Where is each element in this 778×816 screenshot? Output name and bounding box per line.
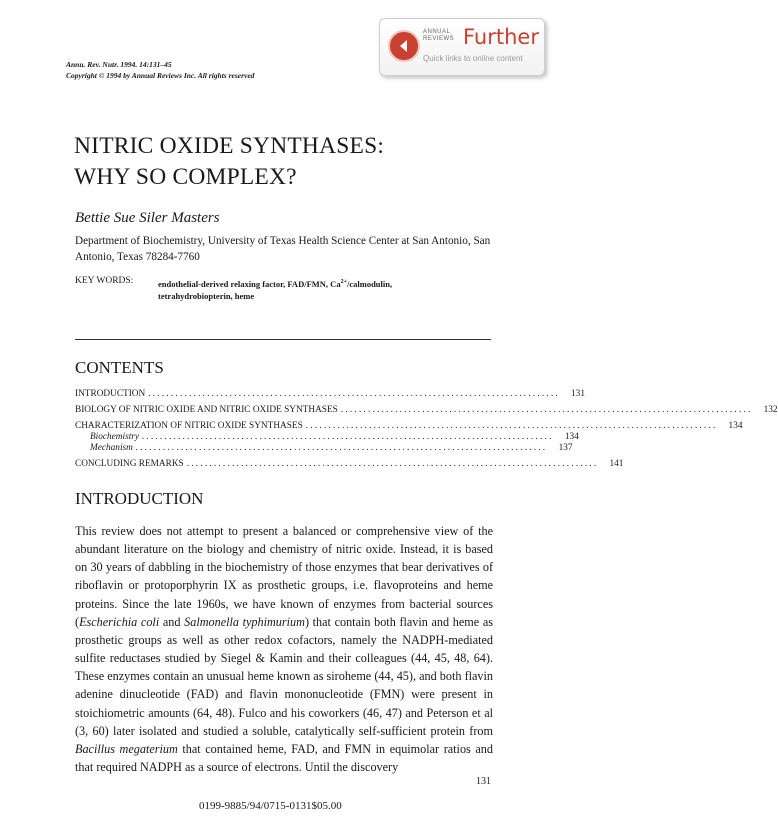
annual-reviews-further-banner[interactable]: [379, 18, 545, 76]
banner-tagline: Quick links to online content: [423, 54, 523, 63]
keywords-label: KEY WORDS:: [75, 276, 134, 286]
toc-subentry[interactable]: Mechanism ........................................................................................... 137: [90, 443, 573, 453]
contents-heading: CONTENTS: [75, 358, 164, 377]
toc-entry[interactable]: INTRODUCTION ........................................................................................... 131: [75, 389, 585, 399]
introduction-body: This review does not attempt to present a balanced or comprehensive view of the abundant literature on the biology and chemistry of nitric oxide. Instead, it is based on 30 years of dabbling in the biochemistry of those enzymes that bear derivatives of riboflavin or protoporphyrin IX as prosthetic groups, i.e. flavoproteins and heme proteins. Since the late 1960s, we have known of enzymes from bacterial sources (Escherichia coli and Salmonella typhimurium) that contain both flavin and heme as prosthetic groups as well as other redox cofactors, namely the NADPH-mediated sulfite reductases studied by Siegel & Kamin and their colleagues (44, 45, 48, 64). These enzymes contain an unusual heme known as siroheme (44, 45), and both flavin adenine dinucleotide (FAD) and flavin mononucleotide (FMN) were present in stoichiometric amounts (64, 48). Fulco and his coworkers (46, 47) and Peterson et al (3, 60) later isolated and studied a soluble, catalytically self-sufficient protein from Bacillus megaterium that contained heme, FAD, and FMN in equimolar ratios and that required NADPH as a source of electrons. Until the discovery: [75, 524, 493, 775]
keywords-text: endothelial-derived relaxing factor, FAD/FMN, $Ca^{2+}$/calmodulin, tetrahydrobiopterin, heme: [158, 278, 393, 301]
author-name: Bettie Sue Siler Masters: [75, 210, 220, 226]
toc-entry[interactable]: CONCLUDING REMARKS ........................................................................................... 141: [75, 459, 624, 469]
author-affiliation: Department of Biochemistry, University of Texas Health Science Center at San Antonio, San Antonio, Texas 78284-7760: [75, 235, 491, 263]
copyright-line: Copyright © 1994 by Annual Reviews Inc. All rights reserved: [66, 71, 255, 80]
journal-citation: [66, 59, 254, 81]
toc-subentry[interactable]: Biochemistry ........................................................................................... 134: [90, 432, 579, 442]
play-icon: [388, 30, 420, 62]
further-label: Further: [463, 25, 539, 49]
toc-entry[interactable]: BIOLOGY OF NITRIC OXIDE AND NITRIC OXIDE SYNTHASES ........................................................................................... 132: [75, 405, 778, 415]
page-number: 131: [476, 776, 491, 787]
toc-entry[interactable]: CHARACTERIZATION OF NITRIC OXIDE SYNTHASES ........................................................................................... 134: [75, 421, 743, 431]
annual-reviews-logo: ANNUAL REVIEWS: [423, 29, 455, 42]
citation-line: Annu. Rev. Nutr. 1994. 14:131–45: [66, 60, 172, 69]
article-title: NITRIC OXIDE SYNTHASES: WHY SO COMPLEX?: [74, 133, 385, 190]
introduction-heading: INTRODUCTION: [75, 489, 204, 508]
section-divider: [75, 339, 491, 340]
article-code: 0199-9885/94/0715-0131$05.00: [199, 800, 342, 812]
